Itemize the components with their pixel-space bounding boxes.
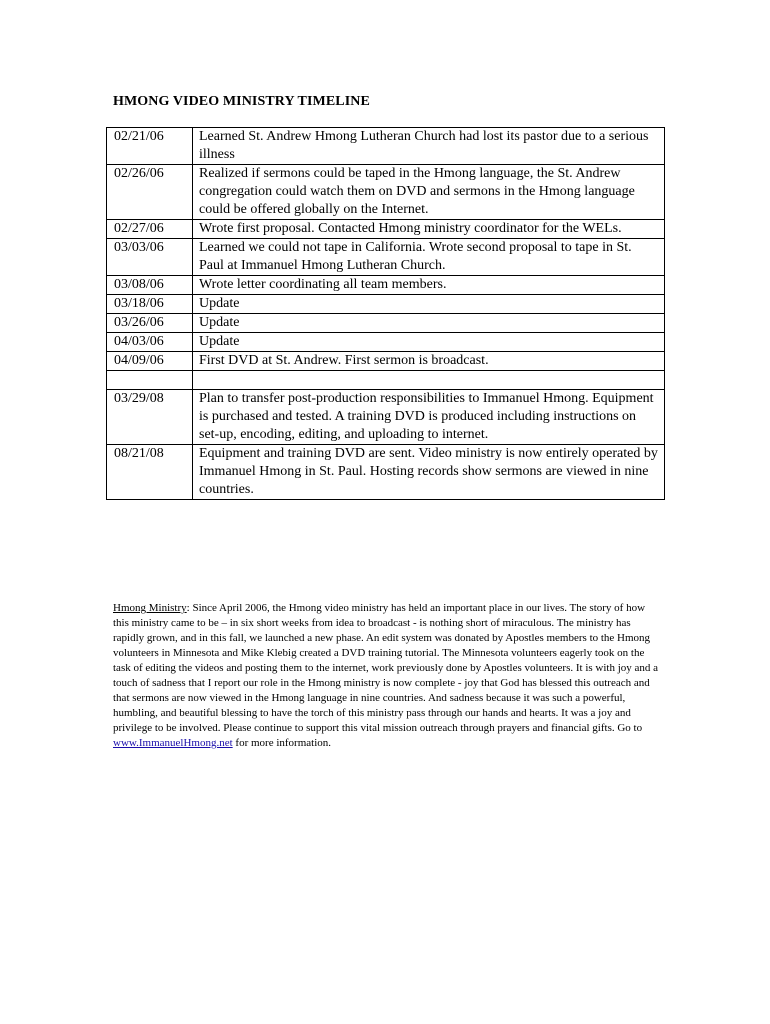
timeline-event: Wrote first proposal. Contacted Hmong ministry coordinator for the WELs. xyxy=(193,220,665,239)
table-row xyxy=(107,276,665,295)
timeline-date: 02/21/06 xyxy=(107,128,193,165)
timeline-event: Update xyxy=(193,295,665,314)
timeline-date: 02/26/06 xyxy=(107,165,193,220)
timeline-event: Update xyxy=(193,314,665,333)
timeline-date: 03/03/06 xyxy=(107,239,193,276)
table-row xyxy=(107,445,665,500)
timeline-event: Plan to transfer post-production responsibilities to Immanuel Hmong. Equipment is purchased and tested. A training DVD is produced including instructions on set-up, encoding, editing, and uploading to internet. xyxy=(193,390,665,445)
timeline-date: 08/21/08 xyxy=(107,445,193,500)
website-link[interactable]: www.ImmanuelHmong.net xyxy=(113,737,233,749)
timeline-date: 04/09/06 xyxy=(107,352,193,371)
table-row xyxy=(107,165,665,220)
timeline-event: Equipment and training DVD are sent. Video ministry is now entirely operated by Immanuel Hmong in St. Paul. Hosting records show sermons are viewed in nine countries. xyxy=(193,445,665,500)
timeline-event: Wrote letter coordinating all team members. xyxy=(193,276,665,295)
table-row-blank xyxy=(107,371,665,390)
table-row xyxy=(107,128,665,165)
narrative-label: Hmong Ministry xyxy=(113,602,187,614)
timeline-event: Learned we could not tape in California. Wrote second proposal to tape in St. Paul at Immanuel Hmong Lutheran Church. xyxy=(193,239,665,276)
table-row xyxy=(107,314,665,333)
table-row xyxy=(107,352,665,371)
timeline-event: Realized if sermons could be taped in the Hmong language, the St. Andrew congregation could watch them on DVD and sermons in the Hmong language could be offered globally on the Internet. xyxy=(193,165,665,220)
timeline-event xyxy=(193,371,665,390)
timeline-date: 03/08/06 xyxy=(107,276,193,295)
table-row xyxy=(107,333,665,352)
timeline-date: 03/26/06 xyxy=(107,314,193,333)
timeline-date: 03/29/08 xyxy=(107,390,193,445)
table-row xyxy=(107,390,665,445)
timeline-event: Learned St. Andrew Hmong Lutheran Church had lost its pastor due to a serious illness xyxy=(193,128,665,165)
narrative-tail: for more information. xyxy=(232,737,332,749)
timeline-event: First DVD at St. Andrew. First sermon is broadcast. xyxy=(193,352,665,371)
timeline-date: 03/18/06 xyxy=(107,295,193,314)
timeline-date: 02/27/06 xyxy=(107,220,193,239)
timeline-table xyxy=(106,127,665,500)
timeline-date: 04/03/06 xyxy=(107,333,193,352)
narrative-paragraph xyxy=(113,601,661,751)
narrative-body: : Since April 2006, the Hmong video ministry has held an important place in our lives. The story of how this ministry came to be – in six short weeks from idea to broadcast - is nothing short of miraculous. The ministry has rapidly grown, and in this fall, we launched a new phase. An edit system was donated by Apostles members to the Hmong volunteers in Minnesota and Mike Klebig created a DVD training tutorial. The Minnesota volunteers eagerly took on the task of editing the videos and posting them to the internet, work previously done by Apostles volunteers. It is with joy and a touch of sadness that I report our role in the Hmong ministry is now complete - joy that God has blessed this outreach and that sermons are now viewed in the Hmong language in nine countries. And sadness because it was such a powerful, humbling, and beautiful blessing to have the torch of this ministry pass through our hands and hearts. It was a joy and privilege to be involved. Please continue to support this vital mission outreach through prayers and financial gifts. Go to xyxy=(113,602,659,734)
timeline-date xyxy=(107,371,193,390)
table-row xyxy=(107,239,665,276)
table-row xyxy=(107,220,665,239)
timeline-event: Update xyxy=(193,333,665,352)
page-title: HMONG VIDEO MINISTRY TIMELINE xyxy=(113,94,370,109)
table-row xyxy=(107,295,665,314)
